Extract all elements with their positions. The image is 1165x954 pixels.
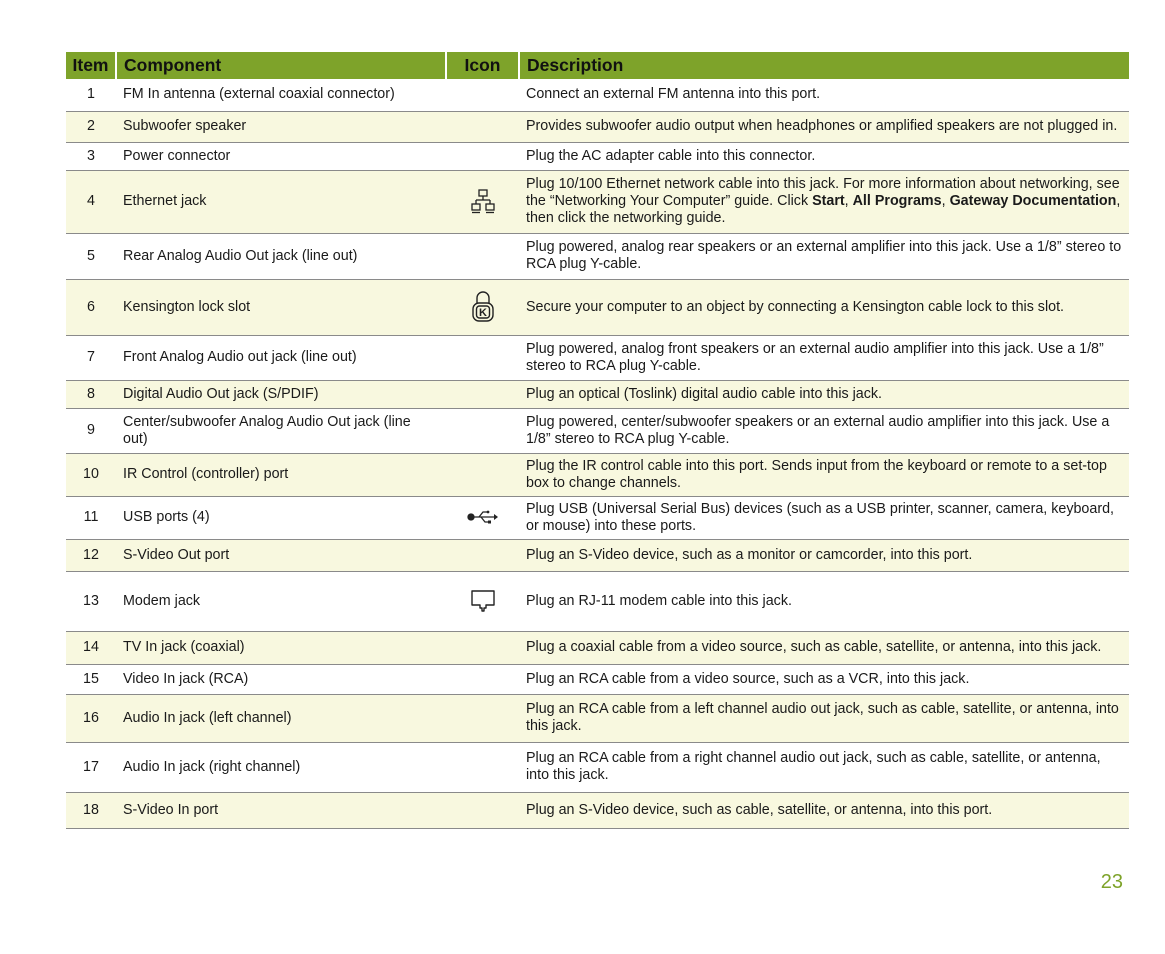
icon-cell (446, 539, 519, 571)
description-text: , (941, 193, 950, 209)
icon-cell (446, 111, 519, 142)
component-name: Ethernet jack (116, 170, 446, 233)
component-description: Plug an S-Video device, such as a monitor or camcorder, into this port. (519, 539, 1129, 571)
header-item: Item (66, 52, 116, 79)
component-description: Plug the IR control cable into this port. Sends input from the keyboard or remote to a set-top box to change channels. (519, 453, 1129, 496)
component-name: Rear Analog Audio Out jack (line out) (116, 233, 446, 279)
item-number: 14 (66, 631, 116, 664)
table-header (66, 52, 1129, 79)
component-description: Plug powered, analog rear speakers or an external amplifier into this jack. Use a 1/8” stereo to RCA plug Y-cable. (519, 233, 1129, 279)
icon-cell (446, 335, 519, 380)
svg-text:K: K (478, 307, 487, 319)
component-description: Plug an optical (Toslink) digital audio cable into this jack. (519, 380, 1129, 408)
component-name: Audio In jack (left channel) (116, 694, 446, 742)
component-name: Power connector (116, 142, 446, 170)
component-name: Kensington lock slot (116, 279, 446, 335)
component-description: Plug an RCA cable from a video source, such as a VCR, into this jack. (519, 664, 1129, 694)
item-number: 10 (66, 453, 116, 496)
component-description: Plug an S-Video device, such as cable, satellite, or antenna, into this port. (519, 792, 1129, 828)
component-description: Plug USB (Universal Serial Bus) devices (such as a USB printer, scanner, camera, keyboard, or mouse) into these ports. (519, 496, 1129, 539)
item-number: 11 (66, 496, 116, 539)
component-description: Plug powered, analog front speakers or an external audio amplifier into this jack. Use a 1/8” stereo to RCA plug Y-cable. (519, 335, 1129, 380)
icon-cell (446, 792, 519, 828)
table-row (66, 380, 1129, 408)
item-number: 2 (66, 111, 116, 142)
component-description: Plug an RJ-11 modem cable into this jack. (519, 571, 1129, 631)
header-description: Description (519, 52, 1129, 79)
table-row (66, 142, 1129, 170)
component-name: IR Control (controller) port (116, 453, 446, 496)
table-row (66, 111, 1129, 142)
component-description (519, 170, 1129, 233)
icon-cell (446, 380, 519, 408)
item-number: 3 (66, 142, 116, 170)
ethernet-icon (446, 170, 519, 233)
component-name: Subwoofer speaker (116, 111, 446, 142)
table-row (66, 742, 1129, 792)
component-description: Plug an RCA cable from a left channel audio out jack, such as cable, satellite, or antenna, into this jack. (519, 694, 1129, 742)
component-description: Secure your computer to an object by connecting a Kensington cable lock to this slot. (519, 279, 1129, 335)
component-name: Video In jack (RCA) (116, 664, 446, 694)
table-row (66, 792, 1129, 828)
description-text: , (844, 193, 853, 209)
table-row (66, 170, 1129, 233)
table-row (66, 453, 1129, 496)
component-name: TV In jack (coaxial) (116, 631, 446, 664)
item-number: 5 (66, 233, 116, 279)
table-row (66, 279, 1129, 335)
header-component: Component (116, 52, 446, 79)
menu-path-term: All Programs (852, 193, 942, 209)
item-number: 1 (66, 79, 116, 111)
item-number: 7 (66, 335, 116, 380)
item-number: 18 (66, 792, 116, 828)
page-number: 23 (1100, 871, 1123, 893)
component-description: Plug the AC adapter cable into this connector. (519, 142, 1129, 170)
item-number: 8 (66, 380, 116, 408)
table-row (66, 79, 1129, 111)
icon-cell (446, 408, 519, 453)
component-name: Front Analog Audio out jack (line out) (116, 335, 446, 380)
component-name: Modem jack (116, 571, 446, 631)
table-body (66, 79, 1129, 828)
components-table (66, 52, 1129, 829)
component-description: Provides subwoofer audio output when headphones or amplified speakers are not plugged in. (519, 111, 1129, 142)
icon-cell (446, 79, 519, 111)
menu-path-term: Gateway Documentation (949, 193, 1117, 209)
component-description: Connect an external FM antenna into this port. (519, 79, 1129, 111)
table-row (66, 631, 1129, 664)
item-number: 17 (66, 742, 116, 792)
item-number: 13 (66, 571, 116, 631)
header-icon: Icon (446, 52, 519, 79)
usb-icon (446, 496, 519, 539)
icon-cell (446, 233, 519, 279)
modem-jack-icon (446, 571, 519, 631)
table-row (66, 571, 1129, 631)
component-name: Digital Audio Out jack (S/PDIF) (116, 380, 446, 408)
kensington-lock-icon (446, 279, 519, 335)
icon-cell (446, 453, 519, 496)
component-description: Plug a coaxial cable from a video source, such as cable, satellite, or antenna, into this jack. (519, 631, 1129, 664)
component-name: USB ports (4) (116, 496, 446, 539)
item-number: 15 (66, 664, 116, 694)
table-row (66, 233, 1129, 279)
table-row (66, 335, 1129, 380)
icon-cell (446, 694, 519, 742)
icon-cell (446, 142, 519, 170)
component-name: Center/subwoofer Analog Audio Out jack (line out) (116, 408, 446, 453)
description-text: , then click the networking guide. (526, 193, 1121, 226)
item-number: 6 (66, 279, 116, 335)
icon-cell (446, 664, 519, 694)
table-row (66, 408, 1129, 453)
component-description: Plug an RCA cable from a right channel audio out jack, such as cable, satellite, or antenna, into this jack. (519, 742, 1129, 792)
icon-cell (446, 742, 519, 792)
table-row (66, 539, 1129, 571)
table-row (66, 496, 1129, 539)
component-description: Plug powered, center/subwoofer speakers or an external audio amplifier into this jack. Use a 1/8” stereo to RCA plug Y-cable. (519, 408, 1129, 453)
table-row (66, 664, 1129, 694)
component-name: S-Video In port (116, 792, 446, 828)
component-name: Audio In jack (right channel) (116, 742, 446, 792)
menu-path-term: Start (812, 193, 845, 209)
component-name: FM In antenna (external coaxial connector) (116, 79, 446, 111)
component-name: S-Video Out port (116, 539, 446, 571)
table-row (66, 694, 1129, 742)
description-text: Plug 10/100 Ethernet network cable into this jack. For more information about networking, see the “Networking Your Computer” guide. Click (526, 176, 1120, 209)
icon-cell (446, 631, 519, 664)
item-number: 4 (66, 170, 116, 233)
item-number: 9 (66, 408, 116, 453)
item-number: 12 (66, 539, 116, 571)
item-number: 16 (66, 694, 116, 742)
